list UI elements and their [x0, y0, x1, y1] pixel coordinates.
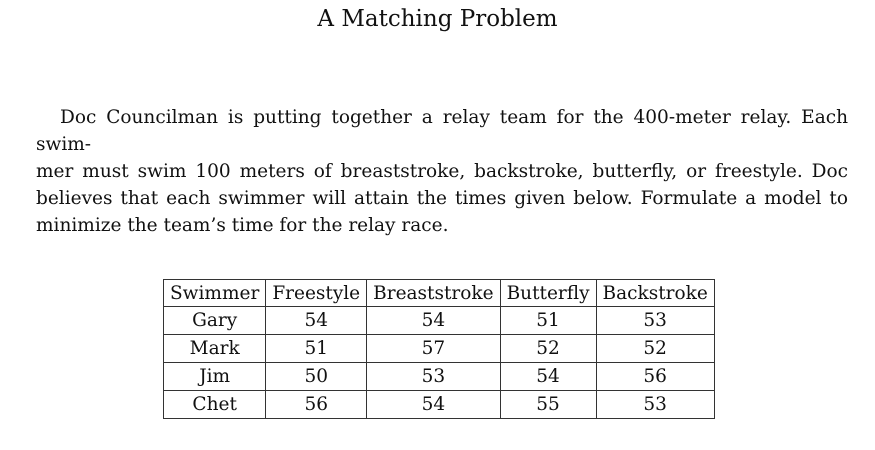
- header-swimmer: Swimmer: [164, 280, 266, 307]
- time-cell: 52: [500, 335, 596, 363]
- swimmer-name: Gary: [164, 307, 266, 335]
- time-cell: 51: [500, 307, 596, 335]
- time-cell: 50: [266, 363, 367, 391]
- time-cell: 54: [500, 363, 596, 391]
- table-row: [164, 363, 715, 391]
- time-cell: 56: [266, 391, 367, 419]
- table-row: [164, 335, 715, 363]
- problem-line-2: mer must swim 100 meters of breaststroke, backstroke, butterfly, or freestyle. Doc: [36, 161, 848, 182]
- time-cell: 55: [500, 391, 596, 419]
- time-cell: 54: [266, 307, 367, 335]
- swim-times-table: [163, 279, 715, 419]
- table-row: [164, 391, 715, 419]
- time-cell: 52: [596, 335, 714, 363]
- header-freestyle: Freestyle: [266, 280, 367, 307]
- header-backstroke: Backstroke: [596, 280, 714, 307]
- swimmer-name: Chet: [164, 391, 266, 419]
- time-cell: 51: [266, 335, 367, 363]
- time-cell: 53: [596, 307, 714, 335]
- table-header-row: [164, 280, 715, 307]
- time-cell: 54: [367, 307, 500, 335]
- time-cell: 57: [367, 335, 500, 363]
- header-breaststroke: Breaststroke: [367, 280, 500, 307]
- table-row: [164, 307, 715, 335]
- page-title: A Matching Problem: [317, 6, 558, 32]
- problem-line-3: believes that each swimmer will attain the times given below. Formulate a model to: [36, 188, 848, 209]
- header-butterfly: Butterfly: [500, 280, 596, 307]
- time-cell: 53: [596, 391, 714, 419]
- swimmer-name: Jim: [164, 363, 266, 391]
- problem-line-1: Doc Councilman is putting together a relay team for the 400-meter relay. Each swim-: [36, 107, 848, 155]
- time-cell: 54: [367, 391, 500, 419]
- problem-line-4: minimize the team’s time for the relay race.: [36, 215, 449, 236]
- time-cell: 56: [596, 363, 714, 391]
- time-cell: 53: [367, 363, 500, 391]
- swimmer-name: Mark: [164, 335, 266, 363]
- problem-statement: [36, 104, 848, 239]
